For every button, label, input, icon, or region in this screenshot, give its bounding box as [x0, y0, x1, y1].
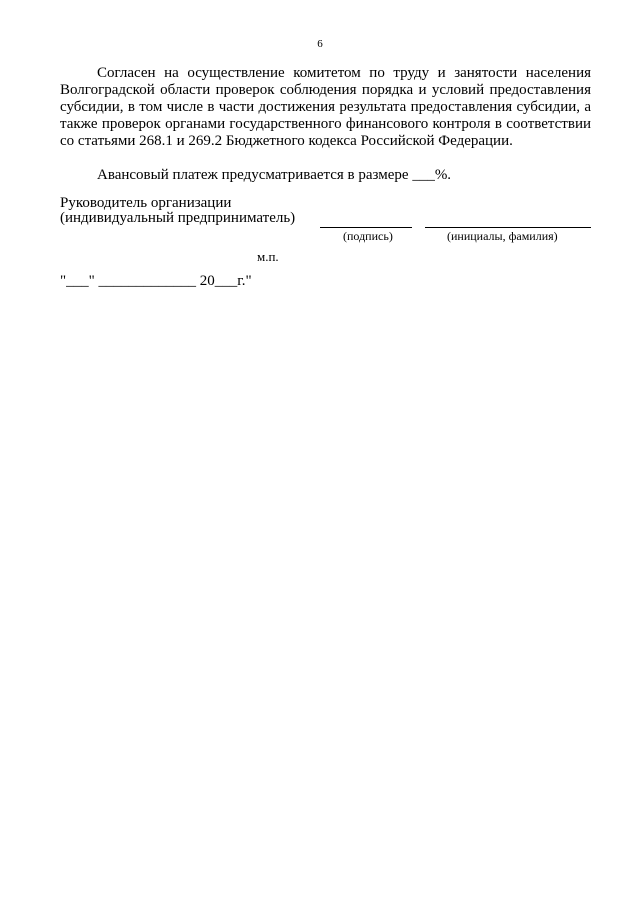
- date-line: "___" _____________ 20___г.": [60, 273, 252, 289]
- initials-line: [425, 227, 591, 228]
- initials-caption: (инициалы, фамилия): [447, 229, 558, 243]
- stamp-placeholder: м.п.: [257, 249, 279, 264]
- advance-payment-text: Авансовый платеж предусматривается в размере ___%.: [97, 167, 452, 183]
- signature-caption: (подпись): [343, 229, 393, 243]
- signature-line: [320, 227, 412, 228]
- head-of-organization-label: [60, 196, 295, 226]
- page-number: 6: [317, 38, 323, 50]
- consent-section: [60, 65, 591, 150]
- advance-section: [60, 167, 591, 184]
- consent-paragraph: Согласен на осуществление комитетом по труду и занятости населения Волгоградской области проверок соблюдения порядка и условий предоставления субсидии, в том числе в части достижения результата предоставления субсидии, а также проверок органами государственного финансового контроля в соответствии со статьями 268.1 и 269.2 Бюджетного кодекса Российской Федерации.: [60, 65, 591, 149]
- head-label-line1: Руководитель организации: [60, 195, 232, 211]
- head-label-line2: (индивидуальный предприниматель): [60, 210, 296, 226]
